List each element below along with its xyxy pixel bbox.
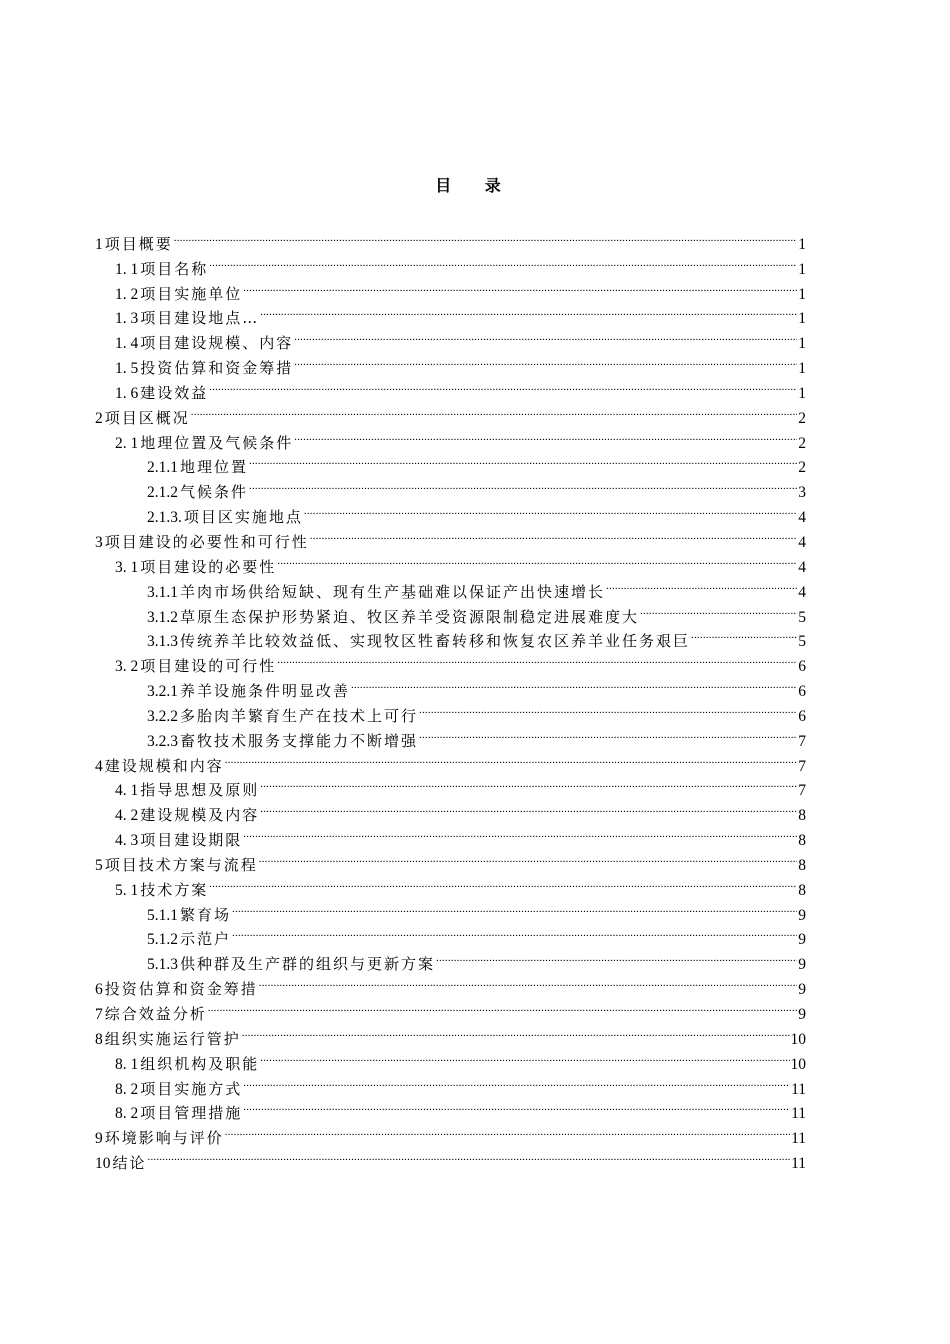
toc-dot-leader: [419, 696, 797, 721]
toc-dot-leader: [225, 1118, 790, 1143]
toc-entry-page-number: 7: [798, 757, 806, 775]
toc-entry-title: 技术方案: [140, 880, 209, 899]
toc-dot-leader: [232, 920, 797, 945]
toc-entry-title: 项目管理措施: [140, 1104, 243, 1123]
toc-entry[interactable]: [95, 224, 806, 253]
toc-entry-title: 养羊设施条件明显改善: [180, 682, 351, 701]
toc-dot-leader: [243, 1069, 790, 1094]
toc-entry-page-number: 5: [798, 608, 806, 626]
toc-entry-number: 1. 3: [115, 310, 139, 328]
toc-dot-leader: [208, 994, 797, 1019]
toc-entry-number: 1. 5: [115, 360, 139, 378]
toc-entry-page-number: 1: [798, 360, 806, 378]
toc-dot-leader: [260, 1044, 789, 1069]
toc-entry-number: 3.1.2: [147, 608, 178, 626]
toc-entry-number: 8. 1: [115, 1055, 139, 1073]
toc-entry-title: 项目名称: [140, 259, 209, 278]
toc-dot-leader: [249, 448, 797, 473]
toc-entry-page-number: 5: [798, 633, 806, 651]
toc-entry[interactable]: [95, 249, 806, 278]
toc-entry-page-number: 7: [798, 782, 806, 800]
toc-entry-page-number: 8: [798, 856, 806, 874]
toc-entry-number: 3.1.3: [147, 633, 178, 651]
toc-entry-number: 2.1.3.: [147, 509, 182, 527]
toc-entry-title: 项目建设的可行性: [140, 657, 277, 676]
toc-entry-title: 综合效益分析: [104, 1005, 207, 1023]
toc-entry-page-number: 9: [798, 1006, 806, 1023]
toc-entry-title: 项目建设地点…: [140, 309, 260, 328]
toc-entry-page-number: 6: [798, 707, 806, 725]
toc-dot-leader: [260, 299, 797, 324]
toc-entry-number: 6: [95, 981, 103, 999]
toc-entry-title: 畜牧技术服务支撑能力不断增强: [180, 731, 419, 750]
toc-entry-page-number: 2: [798, 459, 806, 477]
toc-entry-page-number: 6: [798, 683, 806, 701]
toc-entry-number: 3: [95, 533, 103, 551]
toc-entry-title: 结论: [112, 1154, 147, 1173]
toc-entry-number: 10: [95, 1155, 111, 1173]
toc-entry-number: 1. 1: [115, 260, 139, 278]
toc-entry-page-number: 9: [798, 906, 806, 924]
toc-entry-title: 项目建设期限: [140, 831, 243, 850]
toc-dot-leader: [310, 522, 797, 547]
toc-entry-title: 投资估算和资金筹措: [104, 980, 258, 999]
toc-entry-title: 地理位置: [180, 458, 249, 477]
toc-entry-number: 3.1.1: [147, 583, 178, 601]
toc-entry-page-number: 1: [798, 285, 806, 303]
toc-entry-title: 多胎肉羊繁育生产在技术上可行: [180, 706, 419, 725]
toc-entry-title: 供种群及生产群的组织与更新方案: [180, 955, 436, 974]
toc-dot-leader: [174, 224, 797, 249]
toc-entry-number: 5: [95, 856, 103, 874]
toc-entry-page-number: 1: [798, 384, 806, 402]
toc-entry-page-number: 4: [798, 509, 806, 527]
toc-entry-page-number: 9: [798, 931, 806, 949]
toc-entry-title: 传统养羊比较效益低、实现牧区牲畜转移和恢复农区养羊业任务艰巨: [180, 632, 691, 651]
toc-entry-number: 1. 4: [115, 335, 139, 353]
toc-entry-page-number: 10: [790, 1030, 806, 1048]
toc-entry-number: 1. 6: [115, 384, 139, 402]
toc-dot-leader: [259, 845, 797, 870]
toc-dot-leader: [243, 1094, 790, 1119]
toc-dot-leader: [191, 398, 797, 423]
toc-entry-number: 8: [95, 1030, 103, 1048]
toc-dot-leader: [260, 795, 797, 820]
toc-entry-page-number: 2: [798, 434, 806, 452]
toc-entry-number: 5.1.2: [147, 931, 178, 949]
toc-dot-leader: [259, 969, 797, 994]
toc-dot-leader: [351, 671, 797, 696]
toc-entry-number: 3. 1: [115, 558, 139, 576]
toc-dot-leader: [304, 497, 797, 522]
toc-entry-number: 3.2.3: [147, 732, 178, 750]
toc-entry-page-number: 2: [798, 409, 806, 427]
table-of-contents: [95, 224, 806, 1173]
toc-dot-leader: [260, 771, 797, 796]
toc-entry-title: 建设规模及内容: [140, 806, 260, 825]
toc-entry-number: 3.2.2: [147, 707, 178, 725]
toc-entry-page-number: 9: [798, 956, 806, 974]
toc-entry-page-number: 11: [791, 1105, 806, 1123]
toc-dot-leader: [436, 944, 797, 969]
toc-entry-page-number: 11: [791, 1130, 806, 1148]
toc-entry-number: 2.1.2: [147, 484, 178, 502]
toc-entry-title: 示范户: [180, 930, 232, 949]
toc-entry-number: 8. 2: [115, 1080, 139, 1098]
toc-entry-title: 项目区实施地点: [183, 508, 303, 527]
toc-entry-title: 地理位置及气候条件: [140, 433, 294, 452]
toc-entry-title: 草原生态保护形势紧迫、牧区养羊受资源限制稳定进展难度大: [180, 607, 640, 626]
toc-entry-page-number: 9: [798, 981, 806, 999]
toc-entry-number: 4. 1: [115, 782, 139, 800]
toc-entry-page-number: 8: [798, 832, 806, 850]
toc-entry-number: 3.2.1: [147, 683, 178, 701]
toc-entry-number: 5. 1: [115, 881, 139, 899]
toc-entry-number: 7: [95, 1006, 103, 1023]
toc-entry-number: 3. 2: [115, 658, 139, 676]
toc-entry-title: 项目建设的必要性: [140, 557, 277, 576]
toc-entry-title: 项目实施单位: [140, 284, 243, 303]
toc-dot-leader: [225, 746, 797, 771]
toc-entry-page-number: 7: [798, 732, 806, 750]
toc-entry-number: 4. 3: [115, 832, 139, 850]
toc-entry-page-number: 11: [791, 1080, 806, 1098]
toc-dot-leader: [243, 820, 797, 845]
toc-entry-number: 1. 2: [115, 285, 139, 303]
toc-entry-title: 项目实施方式: [140, 1079, 243, 1098]
toc-dot-leader: [691, 622, 797, 647]
toc-entry-page-number: 11: [791, 1155, 806, 1173]
toc-title: 目 录: [435, 176, 515, 195]
toc-entry-title: 投资估算和资金筹措: [140, 359, 294, 378]
toc-entry-title: 项目建设规模、内容: [140, 334, 294, 353]
toc-entry-page-number: 1: [798, 335, 806, 353]
toc-entry-page-number: 4: [798, 533, 806, 551]
toc-entry-title: 项目区概况: [104, 408, 190, 427]
toc-entry-title: 羊肉市场供给短缺、现有生产基础难以保证产出快速增长: [180, 582, 606, 601]
toc-entry-title: 项目建设的必要性和可行性: [104, 532, 309, 551]
toc-dot-leader: [419, 721, 797, 746]
toc-dot-leader: [277, 547, 797, 572]
toc-entry-title: 项目技术方案与流程: [104, 855, 258, 874]
toc-entry-title: 建设效益: [140, 383, 209, 402]
toc-entry-page-number: 4: [798, 583, 806, 601]
toc-dot-leader: [209, 373, 797, 398]
toc-entry[interactable]: [95, 1143, 806, 1173]
toc-entry-page-number: 4: [798, 558, 806, 576]
toc-entry-number: 5.1.3: [147, 956, 178, 974]
toc-entry-title: 建设规模和内容: [104, 756, 224, 775]
toc-entry-title: 项目概要: [104, 234, 173, 253]
toc-entry-title: 繁育场: [180, 905, 232, 924]
toc-entry-number: 5.1.1: [147, 906, 178, 924]
toc-entry-title: 气候条件: [180, 483, 249, 502]
toc-entry-title: 组织实施运行管护: [104, 1029, 241, 1048]
toc-entry[interactable]: [95, 423, 806, 452]
toc-entry-page-number: 1: [798, 310, 806, 328]
toc-entry-number: 9: [95, 1130, 103, 1148]
toc-entry-number: 2. 1: [115, 434, 139, 452]
toc-entry-page-number: 6: [798, 658, 806, 676]
toc-entry-title: 指导思想及原则: [140, 781, 260, 800]
toc-dot-leader: [243, 274, 797, 299]
toc-dot-leader: [209, 870, 797, 895]
toc-entry-page-number: 8: [798, 807, 806, 825]
toc-dot-leader: [294, 348, 797, 373]
toc-entry[interactable]: [95, 398, 806, 427]
toc-dot-leader: [294, 323, 797, 348]
toc-entry-title: 组织机构及职能: [140, 1054, 260, 1073]
toc-dot-leader: [148, 1143, 791, 1168]
toc-entry-page-number: 8: [798, 881, 806, 899]
toc-entry-page-number: 1: [798, 235, 806, 253]
toc-entry-number: 4. 2: [115, 807, 139, 825]
toc-dot-leader: [640, 597, 797, 622]
toc-entry-number: 4: [95, 757, 103, 775]
toc-dot-leader: [249, 472, 797, 497]
toc-entry-number: 8. 2: [115, 1105, 139, 1123]
toc-dot-leader: [277, 646, 797, 671]
toc-entry-title: 环境影响与评价: [104, 1129, 224, 1148]
toc-entry-page-number: 10: [790, 1055, 806, 1073]
toc-entry-page-number: 1: [798, 260, 806, 278]
toc-dot-leader: [606, 572, 797, 597]
toc-entry-page-number: 3: [798, 484, 806, 502]
toc-dot-leader: [232, 895, 797, 920]
toc-entry-number: 2.1.1: [147, 459, 178, 477]
toc-entry-number: 1: [95, 235, 103, 253]
toc-dot-leader: [294, 423, 797, 448]
toc-dot-leader: [209, 249, 797, 274]
toc-dot-leader: [242, 1019, 790, 1044]
toc-entry-number: 2: [95, 409, 103, 427]
